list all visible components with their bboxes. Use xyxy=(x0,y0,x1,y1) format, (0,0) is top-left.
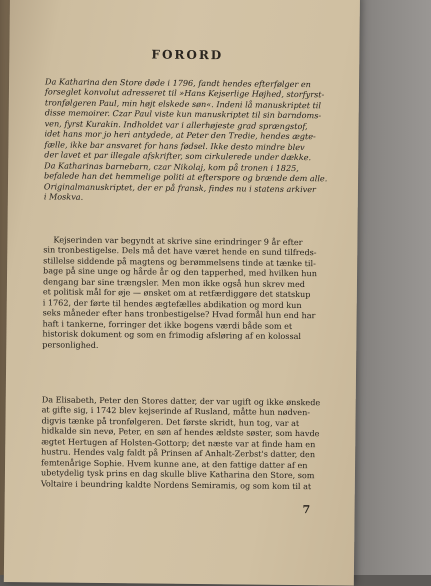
text-line: digvis tænke på tronfølgeren. Det første skridt, hun tog, var at xyxy=(41,415,300,428)
text-line: seks måneder efter hans tronbestigelse? Hvad formål hun end har xyxy=(42,307,316,321)
text-line: bage på sine unge og hårde år og den tapperhed, med hvilken hun xyxy=(43,265,317,279)
text-line: disse memoirer. Czar Paul viste kun manuskriptet til sin barndoms- xyxy=(44,107,322,121)
book-page xyxy=(4,0,360,586)
text-line: Da Elisabeth, Peter den Stores datter, der var ugift og ikke ønskede xyxy=(41,394,321,408)
text-line: befalede han det hemmelige politi at efterspore og brænde dem alle. xyxy=(44,170,328,184)
text-line: Voltaire i beundring kaldte Nordens Semiramis, og som kom til at xyxy=(40,477,312,491)
text-line: dengang bar sine trængsler. Men mon ikke også hun skrev med xyxy=(42,276,305,289)
text-line: hustru. Hendes valg faldt på Prinsen af Anhalt-Zerbst's datter, den xyxy=(41,446,316,460)
body-paragraph-1 xyxy=(42,234,327,352)
text-line: fælle, ikke bar ansvaret for hans fødsel. Ikke desto mindre blev xyxy=(44,139,305,152)
text-line: haft i tankerne, forringer det ikke bogens værdi både som et xyxy=(42,317,293,331)
text-line: femtenårige Sophie. Hvem kunne ane, at den fattige datter af en xyxy=(41,457,308,470)
text-line: Originalmanuskriptet, der er på fransk, findes nu i statens arkiver xyxy=(43,180,316,194)
text-line: et politisk mål for øje — ønsket om at retfærdiggøre det statskup xyxy=(42,286,311,300)
page-heading: FORORD xyxy=(151,47,224,63)
text-line: stillelse siddende på magtens og berømmelsens tinde at tænke til- xyxy=(43,255,316,269)
body-paragraph-2 xyxy=(41,394,326,491)
text-line: sin tronbestigelse. Dels må det have været hende en sund tilfreds- xyxy=(43,244,317,258)
text-line: Da Katharinas barnebarn, czar Nikolaj, kom på tronen i 1825, xyxy=(44,159,299,173)
text-line: ven, fyrst Kurakin. Indholdet var i allerhøjeste grad sprængstof, xyxy=(44,118,308,131)
text-line: idet hans mor jo heri antydede, at Peter den Tredie, hendes ægte- xyxy=(44,128,316,142)
text-line: i 1762, der førte til hendes ægtefælles abdikation og mord kun xyxy=(42,297,302,310)
page-number: 7 xyxy=(302,503,311,517)
text-line: der lavet et par illegale afskrifter, som cirkulerede under dække. xyxy=(44,149,312,163)
text-line: i Moskva. xyxy=(43,191,84,202)
text-line: Kejserinden var begyndt at skrive sine erindringer 9 år efter xyxy=(53,234,303,248)
text-line: historisk dokument og som en frimodig afsløring af en kolossal xyxy=(42,328,302,342)
text-line: tronfølgeren Paul, min højt elskede søn«. Indeni lå manuskriptet til xyxy=(44,97,322,111)
text-line: Da Katharina den Store døde i 1796, fandt hendes efterfølger en xyxy=(45,76,311,90)
text-line: forseglet konvolut adresseret til »Hans Kejserlige Højhed, storfyrst- xyxy=(44,86,325,100)
text-line: hidkalde sin nevø, Peter, en søn af hendes ældste søster, som havde xyxy=(41,425,320,439)
intro-paragraph xyxy=(44,76,329,204)
text-line: ægtet Hertugen af Holsten-Gottorp; det næste var at finde ham en xyxy=(41,436,316,450)
text-line: ubetydelig tysk prins en dag skulle blive Katharina den Store, som xyxy=(40,467,315,481)
text-line: personlighed. xyxy=(42,338,99,350)
text-line: at gifte sig, i 1742 blev kejserinde af Rusland, måtte hun nødven- xyxy=(41,404,311,418)
